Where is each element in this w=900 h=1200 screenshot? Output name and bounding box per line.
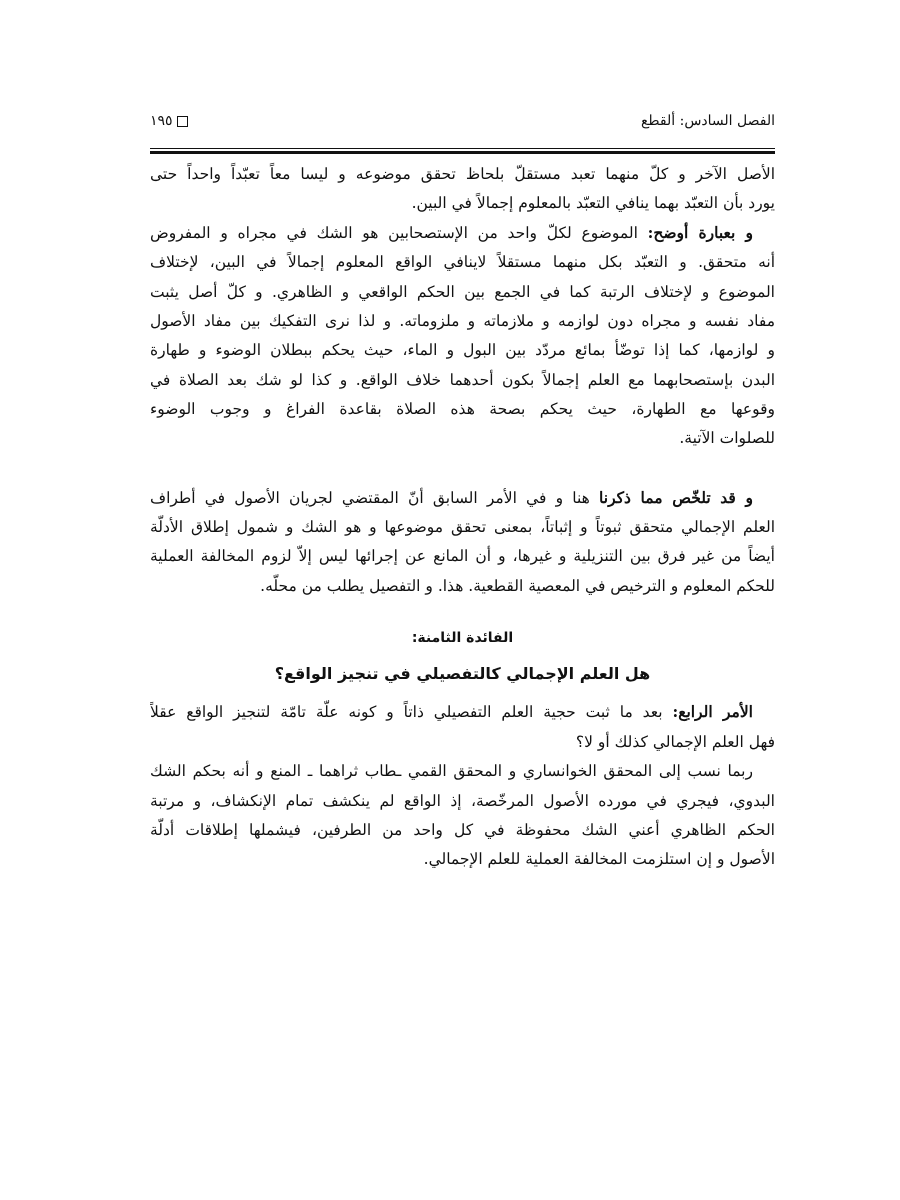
chapter-title: الفصل السادس: ألقطع bbox=[640, 113, 775, 129]
header-rule bbox=[150, 148, 775, 149]
text-line: للصلوات الآتية. bbox=[679, 429, 775, 447]
bold-lead: و قد تلخّص مما ذكرنا bbox=[599, 488, 753, 507]
text-line bbox=[150, 219, 775, 247]
text-line: مفاد نفسه و مجراه دون لوازمه و ملازماته و ملزوماته. و لذا نرى التفكيك بين مفاد الأصول bbox=[150, 312, 775, 330]
text-line bbox=[150, 698, 775, 726]
text-line: البدن بإستصحابهما مع العلم إجمالاً بكون أحدهما خلاف الواقع. و كذا لو شك بعد الصلاة في bbox=[150, 371, 775, 389]
text-line: الحكم الظاهري أعني الشك محفوظة في كل واحد من الطرفين، فيشملها إطلاقات أدلّة bbox=[150, 821, 775, 839]
text-line: أيضاً من غير فرق بين التنزيلية و غيرها، و أن المانع عن إجرائها ليس إلاّ لزوم المخالفة العملية bbox=[150, 547, 775, 565]
running-header bbox=[150, 113, 775, 137]
bold-lead: و بعبارة أوضح: bbox=[647, 223, 753, 242]
text-line: أنه متحقق. و التعبّد بكل منهما مستقلاً لاينافي الواقع المعلوم إجمالاً في البين، لإختلاف bbox=[150, 253, 775, 271]
page-number bbox=[150, 113, 188, 129]
text-span: هنا و في الأمر السابق أنّ المقتضي لجريان الأصول في أطراف bbox=[150, 489, 590, 507]
text-line: الأصول و إن استلزمت المخالفة العملية للعلم الإجمالي. bbox=[423, 850, 775, 868]
text-line: للحكم المعلوم و الترخيص في المعصية القطعية. هذا. و التفصيل يطلب من محلّه. bbox=[260, 577, 775, 595]
text-line: الموضوع و لإختلاف الرتبة كما في الجمع بين الحكم الواقعي و الظاهري. و كلّ أصل يثبت bbox=[150, 283, 775, 301]
section-heading: الفائدة الثامنة: bbox=[411, 630, 514, 646]
section-question-heading: هل العلم الإجمالي كالتفصيلي في تنجيز الواقع؟ bbox=[274, 664, 651, 683]
text-line: يورد بأن التعبّد بهما ينافي التعبّد بالمعلوم إجمالاً في البين. bbox=[411, 194, 775, 212]
text-span: بعد ما ثبت حجية العلم التفصيلي ذاتاً و كونه علّة تامّة لتنجيز الواقع عقلاً bbox=[150, 703, 663, 721]
text-line: ربما نسب إلى المحقق الخوانساري و المحقق القمي ـطاب ثراهما ـ المنع و أنه بحكم الشك bbox=[150, 762, 753, 780]
bold-lead: الأمر الرابع: bbox=[672, 702, 753, 721]
text-line: وقوعها مع الطهارة، حيث يحكم بصحة هذه الصلاة بقاعدة الفراغ و وجوب الوضوء bbox=[150, 400, 775, 418]
square-icon bbox=[177, 116, 188, 127]
text-line: فهل العلم الإجمالي كذلك أو لا؟ bbox=[575, 733, 775, 751]
text-line: البدوي، فيجري في مورده الأصول المرخّصة، إذ الواقع لم ينكشف تمام الإنكشاف، و مرتبة bbox=[150, 792, 775, 810]
text-line: الأصل الآخر و كلّ منهما تعبد مستقلّ بلحاظ تحقق موضوعه و ليسا معاً تعبّداً واحداً حتى bbox=[150, 165, 775, 183]
text-line: و لوازمها، كما إذا توضّأ بمائع مردّد بين البول و الماء، حيث يحكم ببطلان الوضوء و طهارة bbox=[150, 341, 775, 359]
text-line bbox=[150, 484, 775, 512]
text-span: الموضوع لكلّ واحد من الإستصحابين هو الشك في مجراه و المفروض bbox=[150, 224, 638, 242]
page-number-text: ١٩٥ bbox=[150, 113, 173, 129]
header-rule-thick bbox=[150, 151, 775, 154]
text-line: العلم الإجمالي متحقق ثبوتاً و إثباتاً، بمعنى تحقق موضوعها و هو الشك و شمول إطلاق الأدلّة bbox=[150, 518, 775, 536]
